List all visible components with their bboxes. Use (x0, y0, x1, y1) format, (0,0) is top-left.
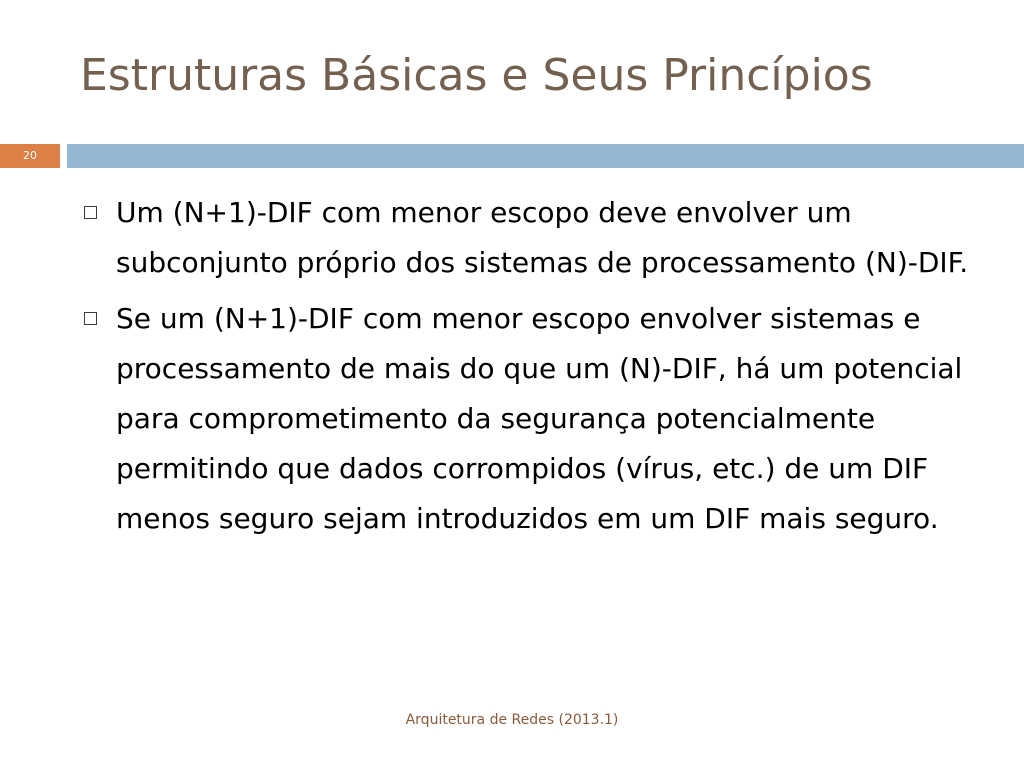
bullet-list (80, 188, 970, 550)
square-bullet-icon (84, 312, 97, 325)
bullet-text: Se um (N+1)-DIF com menor escopo envolver sistemas e processamento de mais do que um (N)-DIF, há um potencial para comprometimento da segurança potencialmente permitindo que dados corrompidos (vírus, etc.) de um DIF menos seguro sejam introduzidos em um DIF mais seguro. (116, 302, 963, 535)
bullet-text: Um (N+1)-DIF com menor escopo deve envolver um subconjunto próprio dos sistemas de processamento (N)-DIF. (116, 196, 969, 279)
bullet-item (80, 294, 970, 544)
title-divider-bar (67, 144, 1024, 168)
square-bullet-icon (84, 206, 97, 219)
bullet-item (80, 188, 970, 288)
slide-number: 20 (0, 144, 60, 168)
slide-footer: Arquitetura de Redes (2013.1) (405, 712, 619, 728)
slide-title: Estruturas Básicas e Seus Princípios (80, 50, 873, 101)
